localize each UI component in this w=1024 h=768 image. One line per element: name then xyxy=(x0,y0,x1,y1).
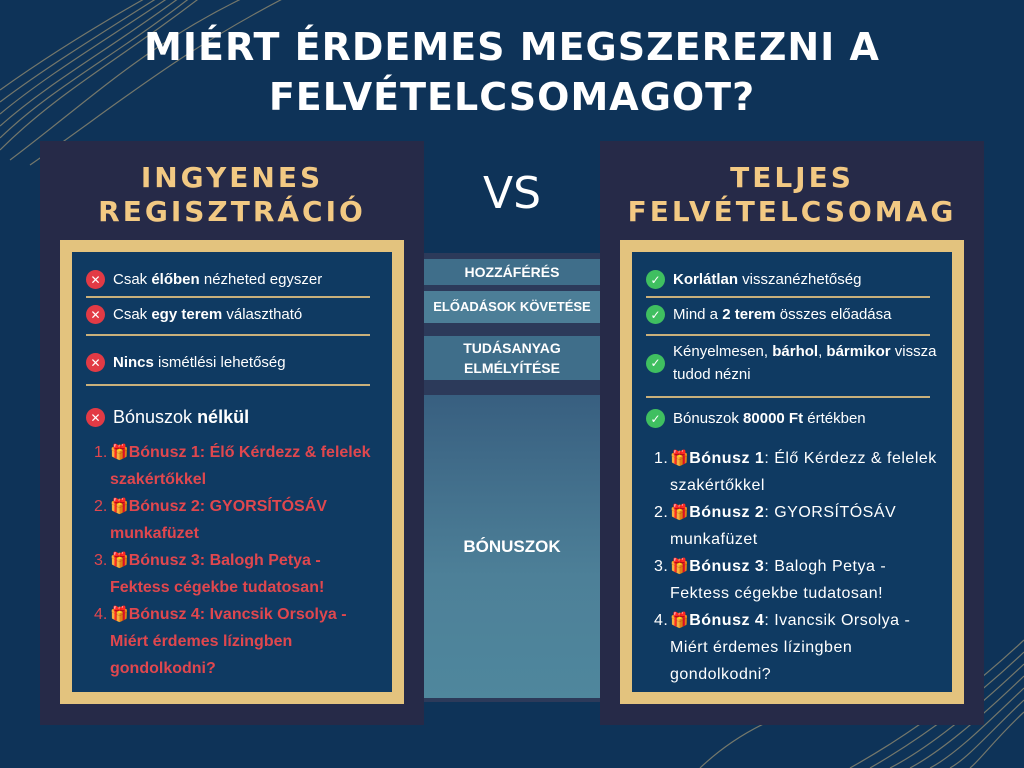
features-box xyxy=(72,252,392,692)
x-icon: ✕ xyxy=(86,305,105,324)
features-frame xyxy=(60,240,404,704)
feature-item: ✕ Nincs ismétlési lehetőség xyxy=(86,351,386,374)
x-icon: ✕ xyxy=(86,353,105,372)
check-icon: ✓ xyxy=(646,270,665,289)
check-icon: ✓ xyxy=(646,354,665,373)
list-item: 2. 🎁Bónusz 2: GYORSÍTÓSÁV munkafüzet xyxy=(94,498,327,542)
category-lecture-follow: ELŐADÁSOK KÖVETÉSE xyxy=(424,291,600,323)
list-item: 4. 🎁Bónusz 4: Ivancsik Orsolya - Miért érdemes lízingben gondolkodni? xyxy=(94,606,347,677)
features-frame xyxy=(620,240,964,704)
feature-item: ✓ Korlátlan visszanézhetőség xyxy=(646,268,946,291)
bonus-list xyxy=(94,439,384,682)
title-line-1: MIÉRT ÉRDEMES MEGSZEREZNI A xyxy=(144,25,880,69)
feature-item: ✕ Csak élőben nézheted egyszer xyxy=(86,268,386,291)
vs-label: VS xyxy=(482,168,542,219)
category-knowledge-line-1: TUDÁSANYAG xyxy=(463,340,561,356)
free-registration-panel xyxy=(40,141,424,725)
divider xyxy=(86,334,370,336)
list-item: 3. 🎁Bónusz 3: Balogh Petya - Fektess cégekbe tudatosan! xyxy=(654,558,887,602)
features-box xyxy=(632,252,952,692)
heading-line-1: INGYENES xyxy=(140,161,324,194)
category-bonuses: BÓNUSZOK xyxy=(424,395,600,698)
feature-item: ✓ Mind a 2 terem összes előadása xyxy=(646,303,946,326)
panel-heading xyxy=(600,161,984,229)
gift-icon: 🎁 xyxy=(670,558,690,575)
feature-item: ✓ Bónuszok 80000 Ft értékben xyxy=(646,407,946,430)
divider xyxy=(646,396,930,398)
title-line-2: FELVÉTELCSOMAGOT? xyxy=(268,75,756,119)
comparison-categories xyxy=(424,253,600,702)
gift-icon: 🎁 xyxy=(110,552,129,569)
gift-icon: 🎁 xyxy=(110,444,129,461)
feature-item: ✕ Bónuszok nélkül xyxy=(86,406,386,429)
heading-line-1: TELJES xyxy=(730,161,854,194)
list-item: 2. 🎁Bónusz 2: GYORSÍTÓSÁV munkafüzet xyxy=(654,504,897,548)
gift-icon: 🎁 xyxy=(110,606,129,623)
bonus-list xyxy=(654,445,944,688)
divider xyxy=(646,334,930,336)
divider xyxy=(646,296,930,298)
category-knowledge-line-2: ELMÉLYÍTÉSE xyxy=(464,360,560,376)
x-icon: ✕ xyxy=(86,270,105,289)
list-item: 3. 🎁Bónusz 3: Balogh Petya - Fektess cégekbe tudatosan! xyxy=(94,552,325,596)
gift-icon: 🎁 xyxy=(670,504,690,521)
divider xyxy=(86,384,370,386)
feature-item: ✕ Csak egy terem választható xyxy=(86,303,386,326)
heading-line-2: REGISZTRÁCIÓ xyxy=(98,195,366,228)
list-item: 1. 🎁Bónusz 1: Élő Kérdezz & felelek szakértőkkel xyxy=(654,450,937,494)
feature-item: ✓ Kényelmesen, bárhol, bármikor vissza tudod nézni xyxy=(646,340,946,386)
category-access: HOZZÁFÉRÉS xyxy=(424,259,600,285)
panel-heading xyxy=(40,161,424,229)
page-title xyxy=(0,22,1024,122)
gift-icon: 🎁 xyxy=(110,498,129,515)
check-icon: ✓ xyxy=(646,409,665,428)
gift-icon: 🎁 xyxy=(670,612,690,629)
x-icon: ✕ xyxy=(86,408,105,427)
gift-icon: 🎁 xyxy=(670,450,690,467)
full-package-panel xyxy=(600,141,984,725)
heading-line-2: FELVÉTELCSOMAG xyxy=(627,195,957,228)
list-item: 1. 🎁Bónusz 1: Élő Kérdezz & felelek szakértőkkel xyxy=(94,444,371,488)
divider xyxy=(86,296,370,298)
check-icon: ✓ xyxy=(646,305,665,324)
list-item: 4. 🎁Bónusz 4: Ivancsik Orsolya - Miért érdemes lízingben gondolkodni? xyxy=(654,612,911,683)
category-knowledge xyxy=(424,336,600,380)
